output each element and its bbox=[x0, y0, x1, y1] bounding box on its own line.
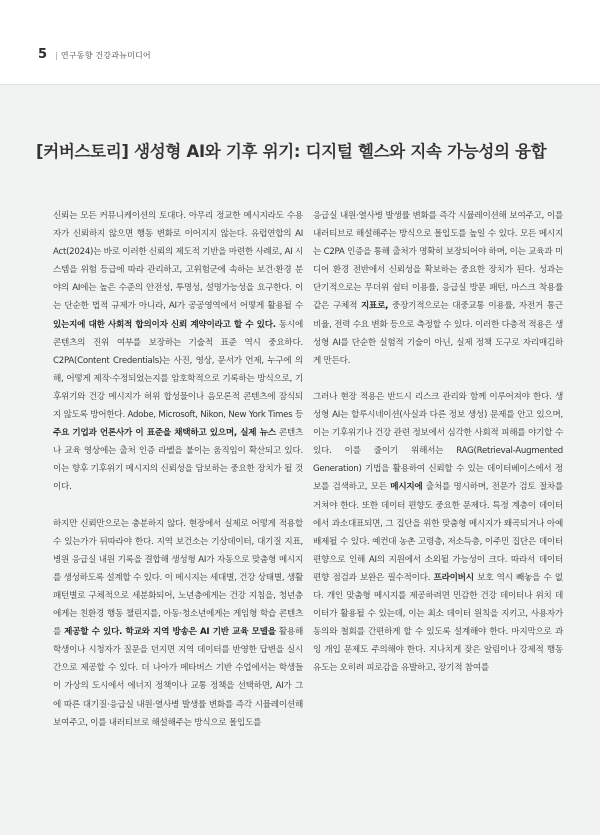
body-text: 그러나 현장 적용은 반드시 리스크 관리와 함께 이루어져야 한다. 생성형 AI는 할루시네이션(사실과 다른 정보 생성) 문제를 안고 있으며, 이는 기후위기나 건강 관련 정보에서 심각한 사회적 피해를 야기할 수 있다. 이를 줄이기 위해서는 RAG(Retrieval-Augmented Generation) 기법을 활용하여 신뢰할 수 있는 데이터베이스에서 정보를 검색하고, 모든 bbox=[313, 391, 563, 493]
emphasis-text: 지표로, bbox=[361, 301, 389, 312]
band-divider bbox=[0, 84, 600, 85]
running-head bbox=[55, 50, 151, 61]
body-text: 응급실 내원·열사병 발생률 변화를 즉각 시뮬레이션해 보여주고, 이를 내러티브로 해설해주는 방식으로 몰입도를 높일 수 있다. 모든 메시지는 C2PA 인증을 통해 출처가 명확히 보장되어야 하며, 이는 교육과 미디어 환경 전반에서 신뢰성을 확보하는 중요한 장치가 된다. 성과는 단기적으로는 무더위 쉼터 이용률, 응급실 방문 패턴, 마스크 착용률 같은 구체적 bbox=[313, 211, 563, 312]
emphasis-text: 메시지에 bbox=[390, 482, 423, 493]
page-header bbox=[0, 0, 600, 84]
body-text: 콘텐츠나 교육 영상에는 출처 인증 라벨을 붙이는 움직임이 확산되고 있다. 이는 향후 기후위기 메시지의 신뢰성을 담보하는 중요한 장치가 될 것이다. bbox=[53, 428, 303, 493]
right-column bbox=[313, 207, 563, 677]
left-column bbox=[53, 207, 303, 732]
page-number: 5 bbox=[38, 47, 48, 62]
body-text: 하지만 신뢰만으로는 충분하지 않다. 현장에서 실제로 어떻게 적용할 수 있는가가 뒤따라야 한다. 지역 보건소는 기상데이터, 대기질 지표, 병원 응급실 내원 기록을 결합해 생성형 AI가 자동으로 맞춤형 메시지를 생성하도록 설계할 수 있다. 이 메시지는 세대별, 건강 상태별, 생활 패턴별로 구체적으로 세분화되어, 노년층에게는 건강 지침을, 청년층에게는 친환경 행동 챌린지를, 아동·청소년에게는 게임형 학습 콘텐츠를 bbox=[53, 518, 303, 638]
emphasis-text: 있는지에 대한 사회적 합의이자 신뢰 계약이라고 할 수 있다. bbox=[53, 319, 276, 330]
body-text: 보호 역시 빼놓을 수 없다. 개인 맞춤형 메시지를 제공하려면 민감한 건강 데이터나 위치 데이터가 활용될 수 있는데, 이는 최소 데이터 원칙을 지키고, 사용자가 동의와 철회를 간편하게 할 수 있도록 설계해야 한다. 마지막으로 과잉 개입 문제도 주의해야 한다. 지나치게 잦은 알림이나 강제적 행동 유도는 오히려 피로감을 유발하고, 장기적 참여를 bbox=[313, 572, 563, 674]
emphasis-text: 프라이버시 bbox=[433, 572, 474, 583]
body-text: 동시에 콘텐츠의 진위 여부를 보장하는 기술적 표준 역시 중요하다. C2PA(Content Credentials)는 사진, 영상, 문서가 언제, 누구에 의해, 어떻게 제작·수정되었는지를 암호학적으로 기록하는 방식으로, 기후위기와 건강 메시지가 허위 합성물이나 음모론적 콘텐츠에 잠식되지 않도록 방어한다. Adobe, Microsoft, Nikon, New York Times 등 bbox=[53, 319, 303, 421]
body-text: 신뢰는 모든 커뮤니케이션의 토대다. 아무리 정교한 메시지라도 수용자가 신뢰하지 않으면 행동 변화로 이어지지 않는다. 유럽연합의 AI Act(2024)는 바로 이러한 신뢰의 제도적 기반을 마련한 사례로, AI 시스템을 위험 등급에 따라 관리하고, 고위험군에 속하는 보건·환경 분야의 AI에는 높은 수준의 안전성, 투명성, 설명가능성을 요구한다. 이는 단순한 법적 규제가 아니라, AI가 공공영역에서 어떻게 활용될 수 bbox=[53, 211, 304, 312]
running-head-text: 연구동향 건강과뉴미디어 bbox=[60, 51, 151, 60]
body-text: 활용해 학생이나 시청자가 질문을 던지면 지역 데이터를 반영한 답변을 실시간으로 제공할 수 있다. 더 나아가 메타버스 기반 수업에서는 학생들이 가상의 도시에서 에너지 정책이나 교통 정책을 선택하면, AI가 그에 따른 대기질·응급실 내원·열사병 발생률 변화를 즉각 시뮬레이션해 보여주고, 이를 내러티브로 해설해주는 방식으로 몰입도를 bbox=[53, 627, 304, 728]
emphasis-text: 주요 기업과 언론사가 이 표준을 채택하고 있으며, 실제 뉴스 bbox=[53, 428, 276, 439]
paragraph bbox=[53, 207, 303, 497]
running-head-divider: | bbox=[55, 51, 58, 60]
paragraph bbox=[53, 515, 303, 732]
body-text: 중장기적으로는 대중교통 이용률, 자전거 통근 비율, 전력 수요 변화 등으로 측정할 수 있다. 이러한 다층적 적용은 생성형 AI를 단순한 실험적 기술이 아닌, 실제 정책 도구로 자리매김하게 만든다. bbox=[313, 301, 563, 366]
article-title: [커버스토리] 생성형 AI와 기후 위기: 디지털 헬스와 지속 가능성의 융합 bbox=[36, 142, 547, 162]
body-text: 출처를 명시하며, 전문가 검토 절차를 거쳐야 한다. 또한 데이터 편향도 중요한 문제다. 특정 계층이 데이터에서 과소대표되면, 그 집단을 위한 맞춤형 메시지가 왜곡되거나 아예 배제될 수 있다. 예컨대 농촌 고령층, 저소득층, 이주민 집단은 데이터 편향으로 인해 AI의 지원에서 소외될 가능성이 크다. 따라서 데이터 편향 점검과 보완은 필수적이다. bbox=[313, 482, 564, 583]
paragraph bbox=[313, 207, 563, 370]
paragraph bbox=[313, 388, 563, 678]
emphasis-text: 제공할 수 있다. 학교와 지역 방송은 AI 기반 교육 모델을 bbox=[64, 627, 276, 638]
